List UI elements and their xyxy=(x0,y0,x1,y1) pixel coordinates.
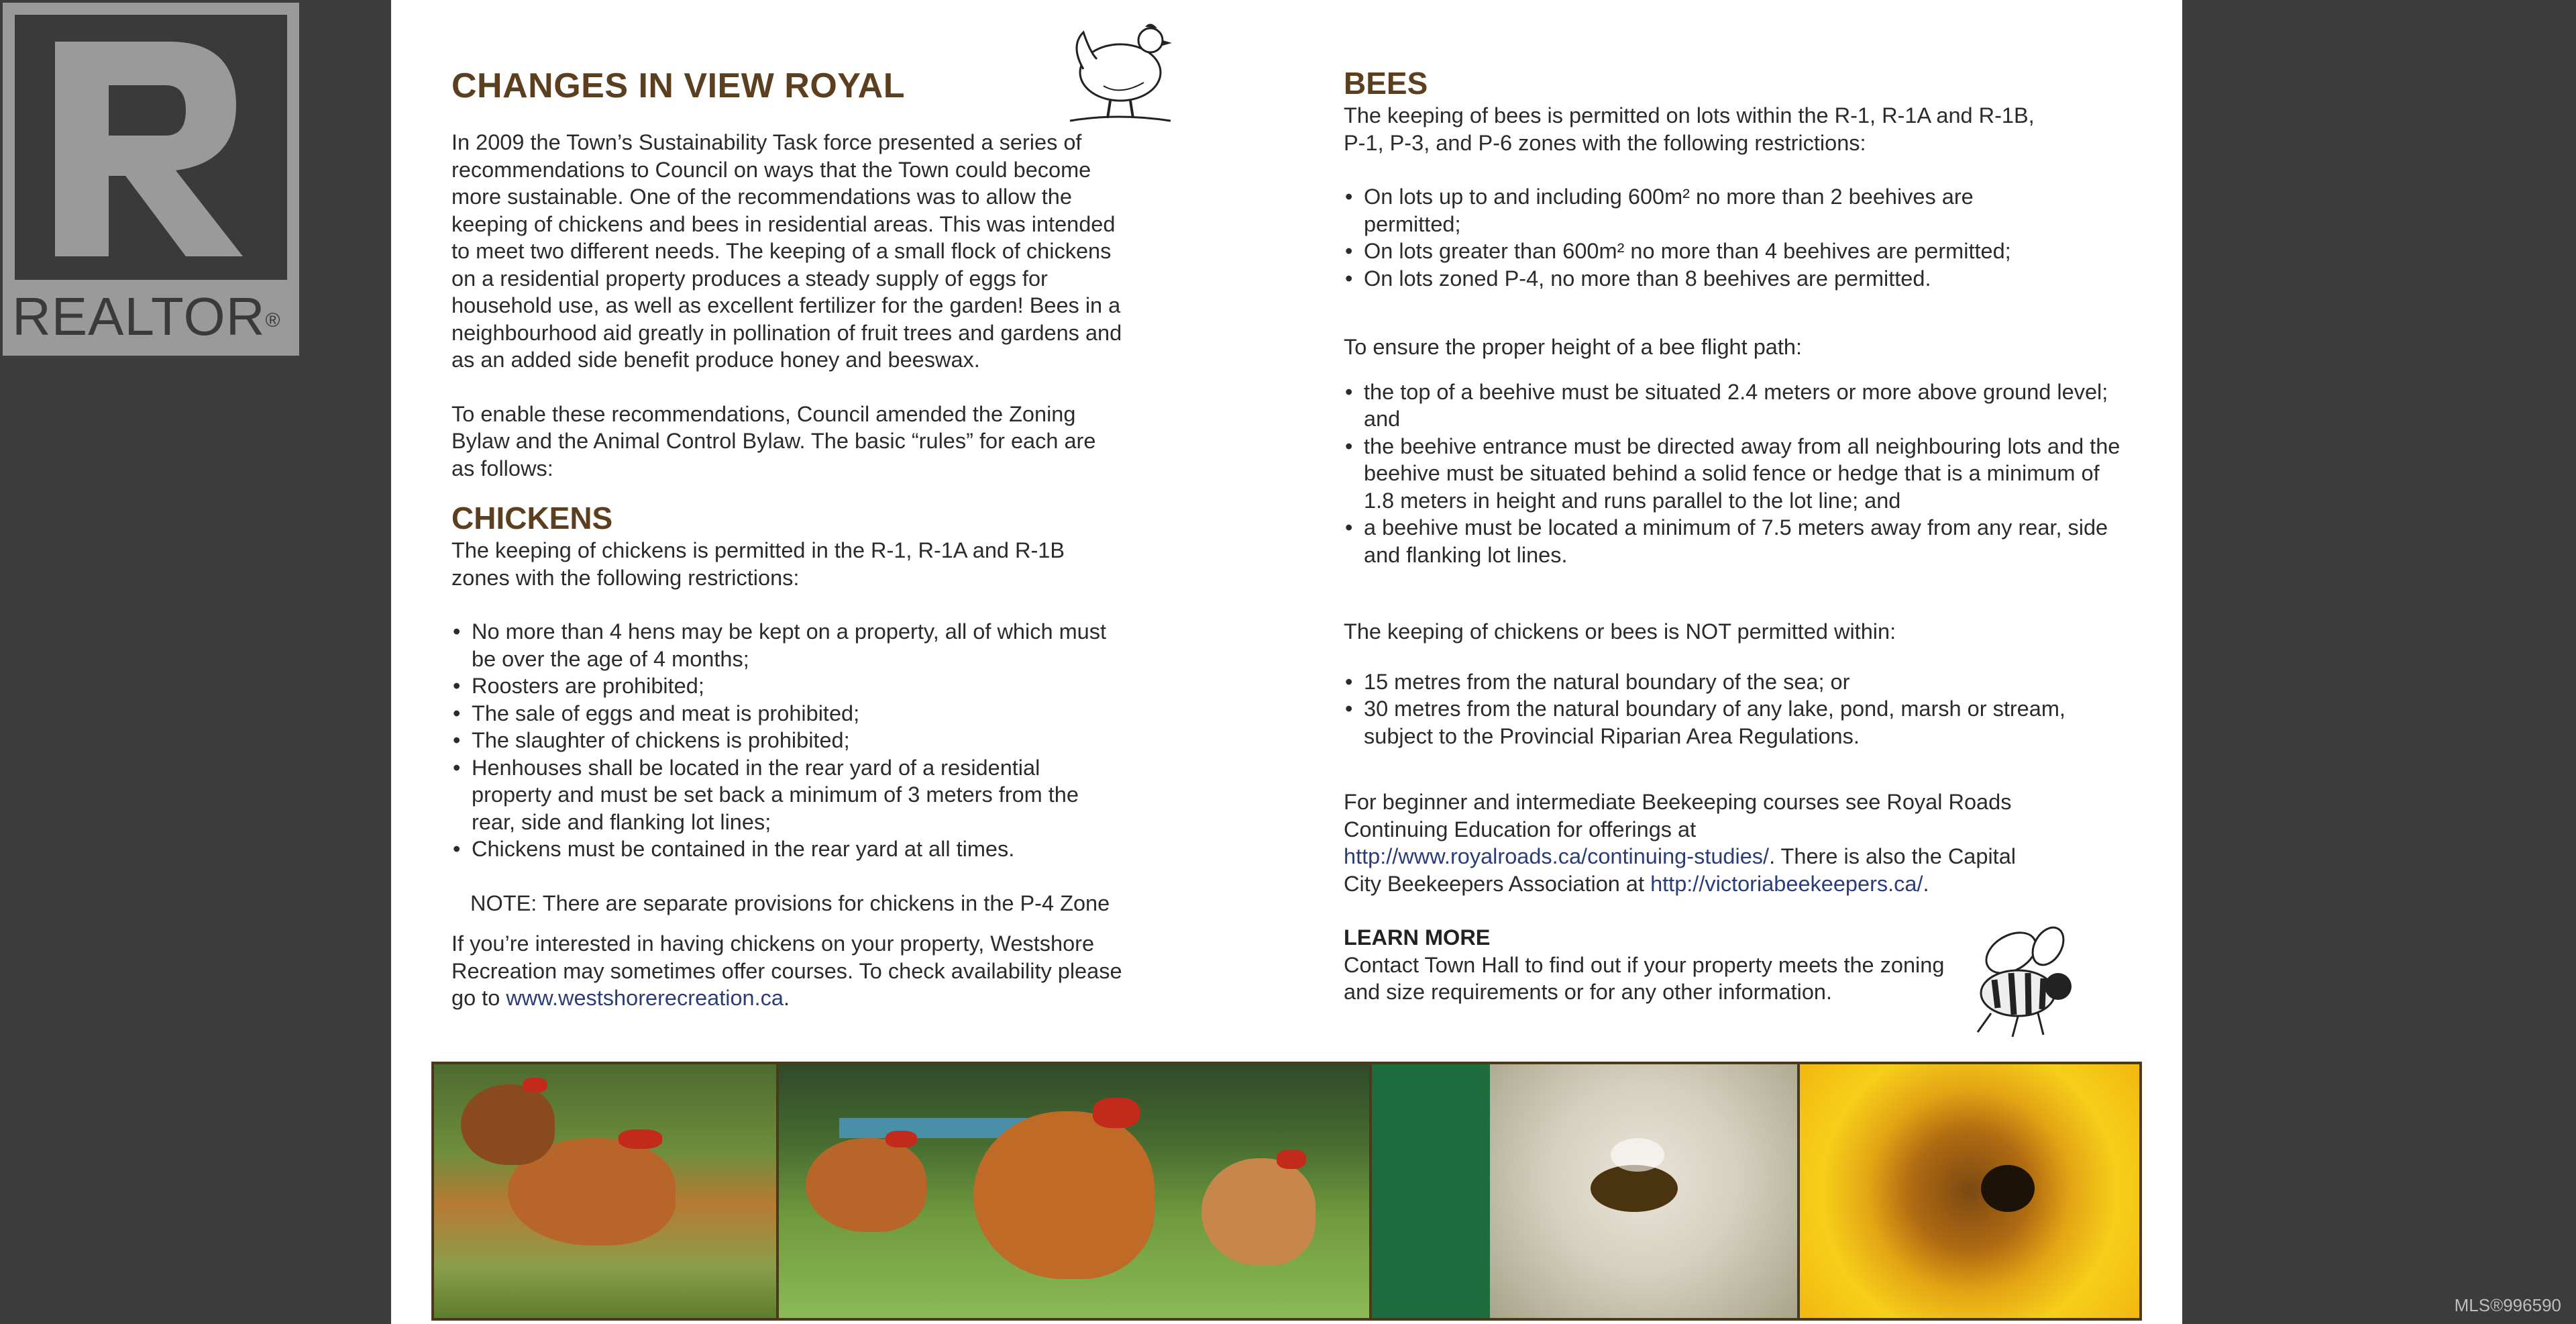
mls-number: MLS®996590 xyxy=(2454,1295,2561,1315)
bees-heading: BEES xyxy=(1344,66,1428,101)
list-item: • 30 metres from the natural boundary of any lake, pond, marsh or stream, subject to the Provincial Riparian Area Regulations. xyxy=(1344,695,2135,750)
flight-lead: To ensure the proper height of a bee flight path: xyxy=(1344,335,1802,359)
list-item: • On lots up to and including 600m² no more than 2 beehives are permitted; xyxy=(1344,183,2041,238)
realtor-r-mark xyxy=(15,15,287,280)
not-permitted-lead: The keeping of chickens or bees is NOT permitted within: xyxy=(1344,619,1896,644)
flight-rules-list xyxy=(1344,378,2135,569)
green-panel xyxy=(1372,1064,1490,1318)
bee-illustration xyxy=(1964,919,2085,1040)
bee-photo xyxy=(1490,1064,1797,1318)
document-page xyxy=(391,0,2182,1324)
intro-paragraph: In 2009 the Town’s Sustainability Task force presented a series of recommendations to Council on ways that the Town could become more sustainable. One of the recommendations was to allow the keeping of chickens and bees in residential areas. This was intended to meet two different needs. The keeping of a small flock of chickens on a residential property produces a steady supply of eggs for household use, as well as excellent fertilizer for the garden! Bees in a neighbourhood aid greatly in pollination of fruit trees and gardens and as an added side benefit produce honey and beeswax. xyxy=(451,130,1122,372)
chickens-rules-list xyxy=(451,618,1122,863)
list-item: • the beehive entrance must be directed away from all neighbouring lots and the beehive must be situated behind a solid fence or hedge that is a minimum of 1.8 meters in height and runs parallel to the lot line; and xyxy=(1344,433,2135,515)
learn-more-heading: LEARN MORE xyxy=(1344,925,1491,950)
list-item: • Henhouses shall be located in the rear yard of a residential property and must be set back a minimum of 3 meters from the rear, side and flanking lot lines; xyxy=(451,754,1122,836)
list-item: • On lots greater than 600m² no more than 4 beehives are permitted; xyxy=(1344,238,2041,265)
bees-rules-list xyxy=(1344,183,2041,292)
realtor-logo xyxy=(3,3,299,356)
photo-strip xyxy=(431,1062,2142,1321)
bees-section xyxy=(1344,64,2135,1006)
intro-paragraph-2: To enable these recommendations, Council amended the Zoning Bylaw and the Animal Control Bylaw. The basic “rules” for each are as follows: xyxy=(451,401,1096,480)
list-item: • The slaughter of chickens is prohibited; xyxy=(451,727,1122,754)
chickens-note: NOTE: There are separate provisions for chickens in the P-4 Zone xyxy=(470,890,1110,915)
bee-courses: For beginner and intermediate Beekeeping courses see Royal Roads Continuing Education for offerings at http://www.royalroads.ca/continuing-studies/. There is also the Capital City Beekeepers Association at http://victoriabeekeepers.ca/. xyxy=(1344,790,2017,896)
chickens-heading: CHICKENS xyxy=(451,501,613,536)
hens-photo-2 xyxy=(779,1064,1369,1318)
list-item: • the top of a beehive must be situated 2.4 meters or more above ground level; and xyxy=(1344,378,2135,433)
not-permitted-list xyxy=(1344,668,2135,750)
westshore-link[interactable]: www.westshorerecreation.ca xyxy=(506,986,784,1010)
list-item: • Roosters are prohibited; xyxy=(451,672,1122,700)
list-item: • The sale of eggs and meat is prohibited; xyxy=(451,700,1122,727)
page-title: CHANGES IN VIEW ROYAL xyxy=(451,66,905,105)
victoriabeekeepers-link[interactable]: http://victoriabeekeepers.ca/ xyxy=(1650,871,1923,896)
chickens-courses: If you’re interested in having chickens on your property, Westshore Recreation may sometimes offer courses. To check availability please go to www.westshorerecreation.ca. xyxy=(451,931,1122,1010)
royalroads-link[interactable]: http://www.royalroads.ca/continuing-studies/ xyxy=(1344,844,1770,868)
chickens-lead: The keeping of chickens is permitted in the R-1, R-1A and R-1B zones with the following restrictions: xyxy=(451,538,1065,590)
list-item: • 15 metres from the natural boundary of the sea; or xyxy=(1344,668,2135,696)
list-item: • No more than 4 hens may be kept on a property, all of which must be over the age of 4 months; xyxy=(451,618,1122,672)
chickens-section xyxy=(451,499,1122,1012)
realtor-wordmark: REALTOR® xyxy=(12,287,281,346)
hen-illustration xyxy=(1057,5,1177,126)
list-item: • a beehive must be located a minimum of 7.5 meters away from any rear, side and flanking lot lines. xyxy=(1344,514,2135,568)
learn-more-text: Contact Town Hall to find out if your property meets the zoning and size requirements or for any other information. xyxy=(1344,952,1945,1004)
sunflower-photo xyxy=(1800,1064,2139,1318)
list-item: • Chickens must be contained in the rear yard at all times. xyxy=(451,835,1122,863)
realtor-r-icon xyxy=(15,15,287,280)
list-item: • On lots zoned P-4, no more than 8 beehives are permitted. xyxy=(1344,265,2041,293)
bees-lead: The keeping of bees is permitted on lots within the R-1, R-1A and R-1B, P-1, P-3, and P-6 zones with the following restrictions: xyxy=(1344,103,2035,155)
intro-section xyxy=(451,129,1122,482)
hens-photo-1 xyxy=(434,1064,776,1318)
